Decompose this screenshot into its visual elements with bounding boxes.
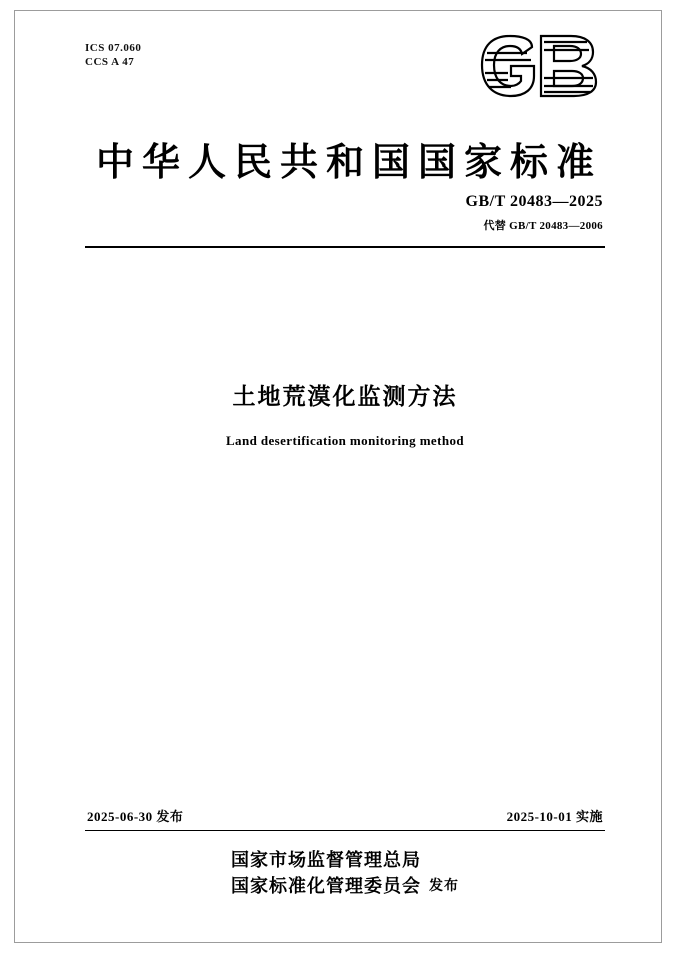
ics-classification-block bbox=[85, 41, 141, 69]
publisher-line-1: 国家市场监督管理总局 bbox=[231, 850, 421, 870]
cover-sheet bbox=[14, 10, 662, 943]
footer-divider bbox=[85, 830, 605, 831]
cover-content bbox=[85, 33, 605, 903]
standard-number: GB/T 20483—2025 bbox=[465, 193, 603, 210]
publisher-line-2: 国家标准化管理委员会 bbox=[231, 876, 421, 896]
ccs-code: CCS A 47 bbox=[85, 56, 135, 68]
ics-code: ICS 07.060 bbox=[85, 42, 142, 54]
issue-date: 2025-06-30 发布 bbox=[87, 809, 184, 824]
page-title: 中华人民共和国国家标准 bbox=[95, 142, 602, 184]
effective-date: 2025-10-01 实施 bbox=[506, 809, 603, 824]
document-title-en: Land desertification monitoring method bbox=[225, 433, 464, 448]
standard-number-block bbox=[466, 193, 603, 233]
gb-logo-icon bbox=[475, 33, 605, 101]
standard-replaces: 代替 GB/T 20483—2006 bbox=[483, 220, 603, 232]
publisher-block bbox=[85, 847, 605, 899]
document-title-cn: 土地荒漠化监测方法 bbox=[232, 384, 458, 409]
publisher-issue-label: 发布 bbox=[429, 879, 459, 894]
header-divider bbox=[85, 246, 605, 248]
